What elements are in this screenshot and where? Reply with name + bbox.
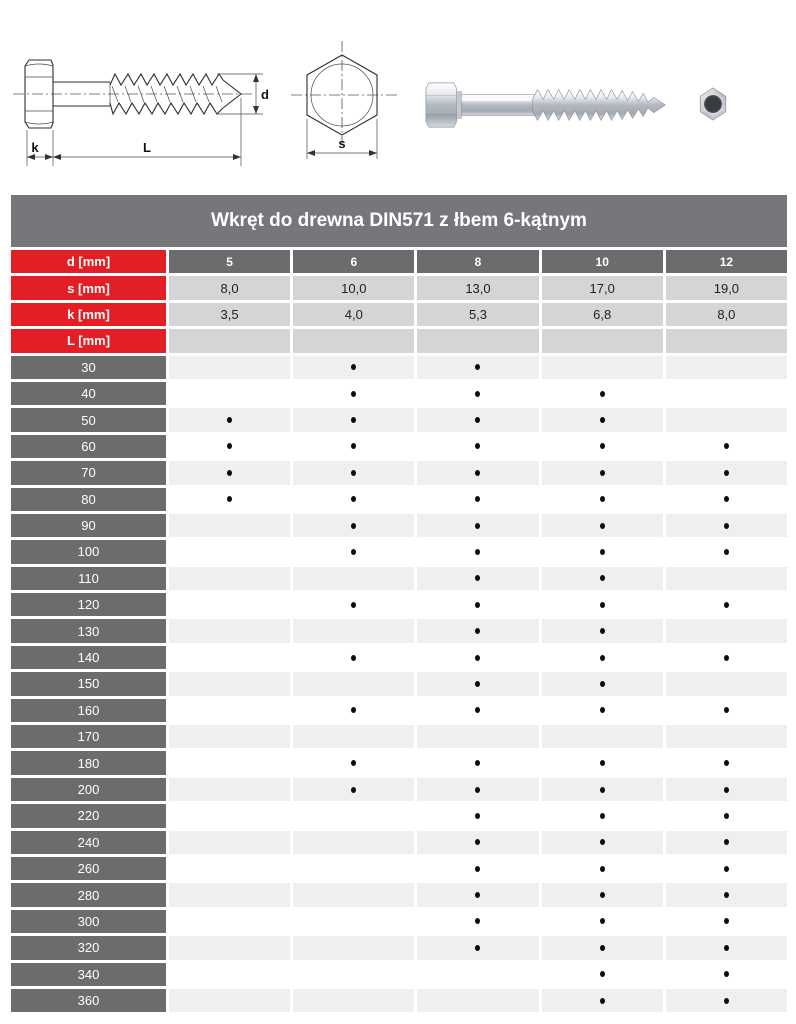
column-header-cell: 5 <box>169 250 290 273</box>
availability-cell <box>542 883 663 906</box>
availability-cell <box>666 672 787 695</box>
availability-cell <box>666 646 787 669</box>
availability-dot <box>724 971 729 977</box>
availability-cell <box>169 857 290 880</box>
availability-cell <box>542 699 663 722</box>
availability-cell <box>542 831 663 854</box>
dim-label-k: k <box>31 140 39 155</box>
availability-dot <box>351 470 356 476</box>
availability-dot <box>600 655 605 661</box>
availability-cell <box>417 936 538 959</box>
availability-cell <box>666 514 787 537</box>
availability-cell <box>417 725 538 748</box>
length-row-label: 140 <box>11 646 166 669</box>
availability-dot <box>600 892 605 898</box>
availability-cell <box>169 699 290 722</box>
length-row-label: 80 <box>11 488 166 511</box>
availability-cell <box>169 408 290 431</box>
length-row-label: 110 <box>11 567 166 590</box>
length-row-label: 300 <box>11 910 166 933</box>
availability-cell <box>542 619 663 642</box>
availability-cell <box>542 408 663 431</box>
availability-cell <box>666 567 787 590</box>
availability-dot <box>475 945 480 951</box>
availability-cell <box>293 567 414 590</box>
availability-cell <box>417 356 538 379</box>
length-row-label: 320 <box>11 936 166 959</box>
availability-dot <box>600 391 605 397</box>
availability-cell <box>293 857 414 880</box>
availability-cell <box>293 936 414 959</box>
availability-cell <box>417 672 538 695</box>
availability-dot <box>351 391 356 397</box>
length-row-label: 280 <box>11 883 166 906</box>
spec-value-cell: 19,0 <box>666 276 787 299</box>
availability-cell <box>417 883 538 906</box>
availability-cell <box>666 804 787 827</box>
availability-dot <box>600 681 605 687</box>
availability-cell <box>542 382 663 405</box>
availability-cell <box>542 672 663 695</box>
length-row-label: 60 <box>11 435 166 458</box>
availability-dot <box>351 707 356 713</box>
availability-dot <box>600 813 605 819</box>
availability-dot <box>351 760 356 766</box>
availability-dot <box>724 787 729 793</box>
availability-cell <box>293 831 414 854</box>
hex-head-diagram <box>285 33 405 168</box>
availability-cell <box>542 989 663 1012</box>
availability-dot <box>475 918 480 924</box>
availability-cell <box>293 910 414 933</box>
length-row-label: 50 <box>11 408 166 431</box>
spec-value-cell <box>293 329 414 352</box>
availability-cell <box>666 831 787 854</box>
diagram-strip <box>0 0 796 195</box>
availability-dot <box>724 443 729 449</box>
availability-cell <box>169 567 290 590</box>
availability-cell <box>542 593 663 616</box>
length-row-label: 260 <box>11 857 166 880</box>
spec-value-cell: 4,0 <box>293 303 414 326</box>
availability-dot <box>600 496 605 502</box>
availability-cell <box>417 382 538 405</box>
availability-cell <box>293 751 414 774</box>
spec-value-cell: 17,0 <box>542 276 663 299</box>
availability-dot <box>600 602 605 608</box>
availability-cell <box>542 356 663 379</box>
availability-cell <box>169 778 290 801</box>
availability-dot <box>351 443 356 449</box>
availability-cell <box>666 963 787 986</box>
availability-dot <box>600 839 605 845</box>
spec-value-cell <box>542 329 663 352</box>
availability-dot <box>351 364 356 370</box>
availability-dot <box>724 918 729 924</box>
availability-cell <box>542 804 663 827</box>
availability-cell <box>666 910 787 933</box>
availability-dot <box>724 523 729 529</box>
column-header-cell: 12 <box>666 250 787 273</box>
availability-cell <box>169 435 290 458</box>
availability-cell <box>293 356 414 379</box>
availability-cell <box>169 488 290 511</box>
availability-cell <box>542 540 663 563</box>
column-header-cell: 10 <box>542 250 663 273</box>
availability-cell <box>417 540 538 563</box>
availability-dot <box>475 839 480 845</box>
availability-cell <box>293 804 414 827</box>
dim-label-s: s <box>338 136 346 151</box>
availability-dot <box>600 760 605 766</box>
availability-cell <box>666 540 787 563</box>
availability-cell <box>169 883 290 906</box>
availability-dot <box>600 918 605 924</box>
availability-cell <box>417 435 538 458</box>
availability-cell <box>169 382 290 405</box>
availability-dot <box>600 787 605 793</box>
spec-table <box>11 195 787 1012</box>
availability-cell <box>666 461 787 484</box>
availability-cell <box>293 514 414 537</box>
availability-dot <box>475 787 480 793</box>
availability-cell <box>666 778 787 801</box>
spec-value-cell: 8,0 <box>169 276 290 299</box>
availability-dot <box>600 443 605 449</box>
availability-cell <box>417 567 538 590</box>
availability-cell <box>169 514 290 537</box>
availability-cell <box>666 435 787 458</box>
availability-cell <box>666 619 787 642</box>
availability-cell <box>417 593 538 616</box>
length-row-label: 340 <box>11 963 166 986</box>
length-row-label: 220 <box>11 804 166 827</box>
length-row-label: 30 <box>11 356 166 379</box>
spec-value-cell: 5,3 <box>417 303 538 326</box>
availability-cell <box>169 910 290 933</box>
availability-dot <box>351 787 356 793</box>
availability-dot <box>600 971 605 977</box>
availability-dot <box>724 892 729 898</box>
availability-cell <box>169 751 290 774</box>
availability-cell <box>169 356 290 379</box>
availability-cell <box>666 989 787 1012</box>
availability-dot <box>351 523 356 529</box>
availability-cell <box>666 725 787 748</box>
availability-cell <box>293 989 414 1012</box>
availability-cell <box>293 672 414 695</box>
table-title: Wkręt do drewna DIN571 z łbem 6-kątnym <box>11 195 787 247</box>
availability-dot <box>227 496 232 502</box>
spec-value-cell: 3,5 <box>169 303 290 326</box>
spec-value-cell <box>417 329 538 352</box>
availability-cell <box>542 567 663 590</box>
availability-dot <box>475 628 480 634</box>
availability-cell <box>417 619 538 642</box>
availability-cell <box>666 408 787 431</box>
availability-dot <box>600 998 605 1004</box>
availability-dot <box>475 549 480 555</box>
availability-dot <box>475 496 480 502</box>
availability-cell <box>542 725 663 748</box>
availability-dot <box>724 998 729 1004</box>
availability-cell <box>169 989 290 1012</box>
availability-dot <box>724 945 729 951</box>
availability-cell <box>417 408 538 431</box>
availability-cell <box>417 910 538 933</box>
spec-value-cell: 8,0 <box>666 303 787 326</box>
spec-row-label: k [mm] <box>11 303 166 326</box>
availability-dot <box>475 655 480 661</box>
availability-cell <box>169 672 290 695</box>
availability-dot <box>600 707 605 713</box>
spec-value-cell: 6,8 <box>542 303 663 326</box>
availability-cell <box>293 593 414 616</box>
availability-cell <box>542 910 663 933</box>
length-row-label: 160 <box>11 699 166 722</box>
availability-dot <box>227 417 232 423</box>
availability-dot <box>600 866 605 872</box>
availability-cell <box>542 751 663 774</box>
availability-cell <box>666 857 787 880</box>
availability-dot <box>351 602 356 608</box>
availability-cell <box>293 382 414 405</box>
availability-dot <box>475 602 480 608</box>
availability-dot <box>724 866 729 872</box>
availability-dot <box>600 575 605 581</box>
availability-dot <box>351 655 356 661</box>
availability-dot <box>475 681 480 687</box>
length-row-label: 200 <box>11 778 166 801</box>
availability-dot <box>724 470 729 476</box>
availability-cell <box>293 488 414 511</box>
availability-cell <box>666 883 787 906</box>
availability-dot <box>600 945 605 951</box>
availability-cell <box>169 619 290 642</box>
spec-value-cell: 10,0 <box>293 276 414 299</box>
availability-cell <box>169 804 290 827</box>
length-row-label: 90 <box>11 514 166 537</box>
availability-dot <box>724 707 729 713</box>
availability-cell <box>542 435 663 458</box>
availability-dot <box>600 417 605 423</box>
availability-dot <box>475 575 480 581</box>
length-row-label: 240 <box>11 831 166 854</box>
spec-row-label: L [mm] <box>11 329 166 352</box>
dim-label-d: d <box>261 87 269 102</box>
column-header-cell: 6 <box>293 250 414 273</box>
availability-dot <box>475 707 480 713</box>
availability-cell <box>542 963 663 986</box>
availability-dot <box>475 391 480 397</box>
dim-label-L: L <box>143 140 151 155</box>
availability-dot <box>724 813 729 819</box>
availability-dot <box>600 628 605 634</box>
availability-cell <box>542 488 663 511</box>
availability-cell <box>417 778 538 801</box>
availability-dot <box>475 364 480 370</box>
availability-cell <box>293 408 414 431</box>
spec-row-label: s [mm] <box>11 276 166 299</box>
availability-cell <box>169 540 290 563</box>
availability-cell <box>542 514 663 537</box>
availability-dot <box>351 417 356 423</box>
availability-cell <box>666 936 787 959</box>
availability-dot <box>227 443 232 449</box>
availability-cell <box>293 540 414 563</box>
availability-cell <box>417 751 538 774</box>
availability-cell <box>417 857 538 880</box>
spec-row-label: d [mm] <box>11 250 166 273</box>
availability-dot <box>724 760 729 766</box>
availability-cell <box>666 699 787 722</box>
availability-cell <box>169 725 290 748</box>
availability-cell <box>542 857 663 880</box>
availability-cell <box>666 488 787 511</box>
availability-cell <box>666 751 787 774</box>
length-row-label: 170 <box>11 725 166 748</box>
availability-cell <box>293 883 414 906</box>
spec-table-grid <box>11 250 787 1012</box>
length-row-label: 100 <box>11 540 166 563</box>
availability-cell <box>417 963 538 986</box>
availability-cell <box>417 804 538 827</box>
length-row-label: 40 <box>11 382 166 405</box>
availability-dot <box>724 839 729 845</box>
availability-dot <box>475 813 480 819</box>
availability-cell <box>666 593 787 616</box>
availability-cell <box>293 619 414 642</box>
availability-dot <box>724 655 729 661</box>
availability-dot <box>475 760 480 766</box>
availability-cell <box>542 646 663 669</box>
availability-cell <box>666 356 787 379</box>
screw-side-view-diagram <box>7 24 272 174</box>
length-row-label: 120 <box>11 593 166 616</box>
availability-cell <box>417 514 538 537</box>
availability-cell <box>169 593 290 616</box>
availability-dot <box>475 417 480 423</box>
length-row-label: 360 <box>11 989 166 1012</box>
availability-dot <box>475 523 480 529</box>
availability-dot <box>600 470 605 476</box>
availability-cell <box>417 461 538 484</box>
screw-photo <box>423 76 673 134</box>
availability-dot <box>475 470 480 476</box>
availability-dot <box>475 892 480 898</box>
availability-cell <box>542 936 663 959</box>
availability-cell <box>417 699 538 722</box>
availability-dot <box>227 470 232 476</box>
column-header-cell: 8 <box>417 250 538 273</box>
availability-cell <box>293 461 414 484</box>
spec-value-cell: 13,0 <box>417 276 538 299</box>
availability-cell <box>666 382 787 405</box>
availability-cell <box>169 963 290 986</box>
availability-dot <box>351 549 356 555</box>
availability-cell <box>293 725 414 748</box>
availability-dot <box>724 496 729 502</box>
spec-value-cell <box>169 329 290 352</box>
availability-cell <box>169 461 290 484</box>
availability-cell <box>169 646 290 669</box>
availability-dot <box>351 496 356 502</box>
length-row-label: 130 <box>11 619 166 642</box>
availability-dot <box>600 549 605 555</box>
availability-cell <box>293 963 414 986</box>
availability-cell <box>417 646 538 669</box>
availability-cell <box>417 488 538 511</box>
availability-cell <box>169 936 290 959</box>
availability-dot <box>475 866 480 872</box>
availability-cell <box>293 778 414 801</box>
hex-head-photo <box>696 85 730 123</box>
availability-dot <box>600 523 605 529</box>
availability-cell <box>542 461 663 484</box>
spec-value-cell <box>666 329 787 352</box>
length-row-label: 70 <box>11 461 166 484</box>
availability-cell <box>417 989 538 1012</box>
length-row-label: 150 <box>11 672 166 695</box>
availability-cell <box>542 778 663 801</box>
availability-dot <box>475 443 480 449</box>
availability-dot <box>724 549 729 555</box>
length-row-label: 180 <box>11 751 166 774</box>
availability-cell <box>169 831 290 854</box>
availability-cell <box>293 646 414 669</box>
availability-cell <box>417 831 538 854</box>
availability-cell <box>293 435 414 458</box>
availability-cell <box>293 699 414 722</box>
availability-dot <box>724 602 729 608</box>
